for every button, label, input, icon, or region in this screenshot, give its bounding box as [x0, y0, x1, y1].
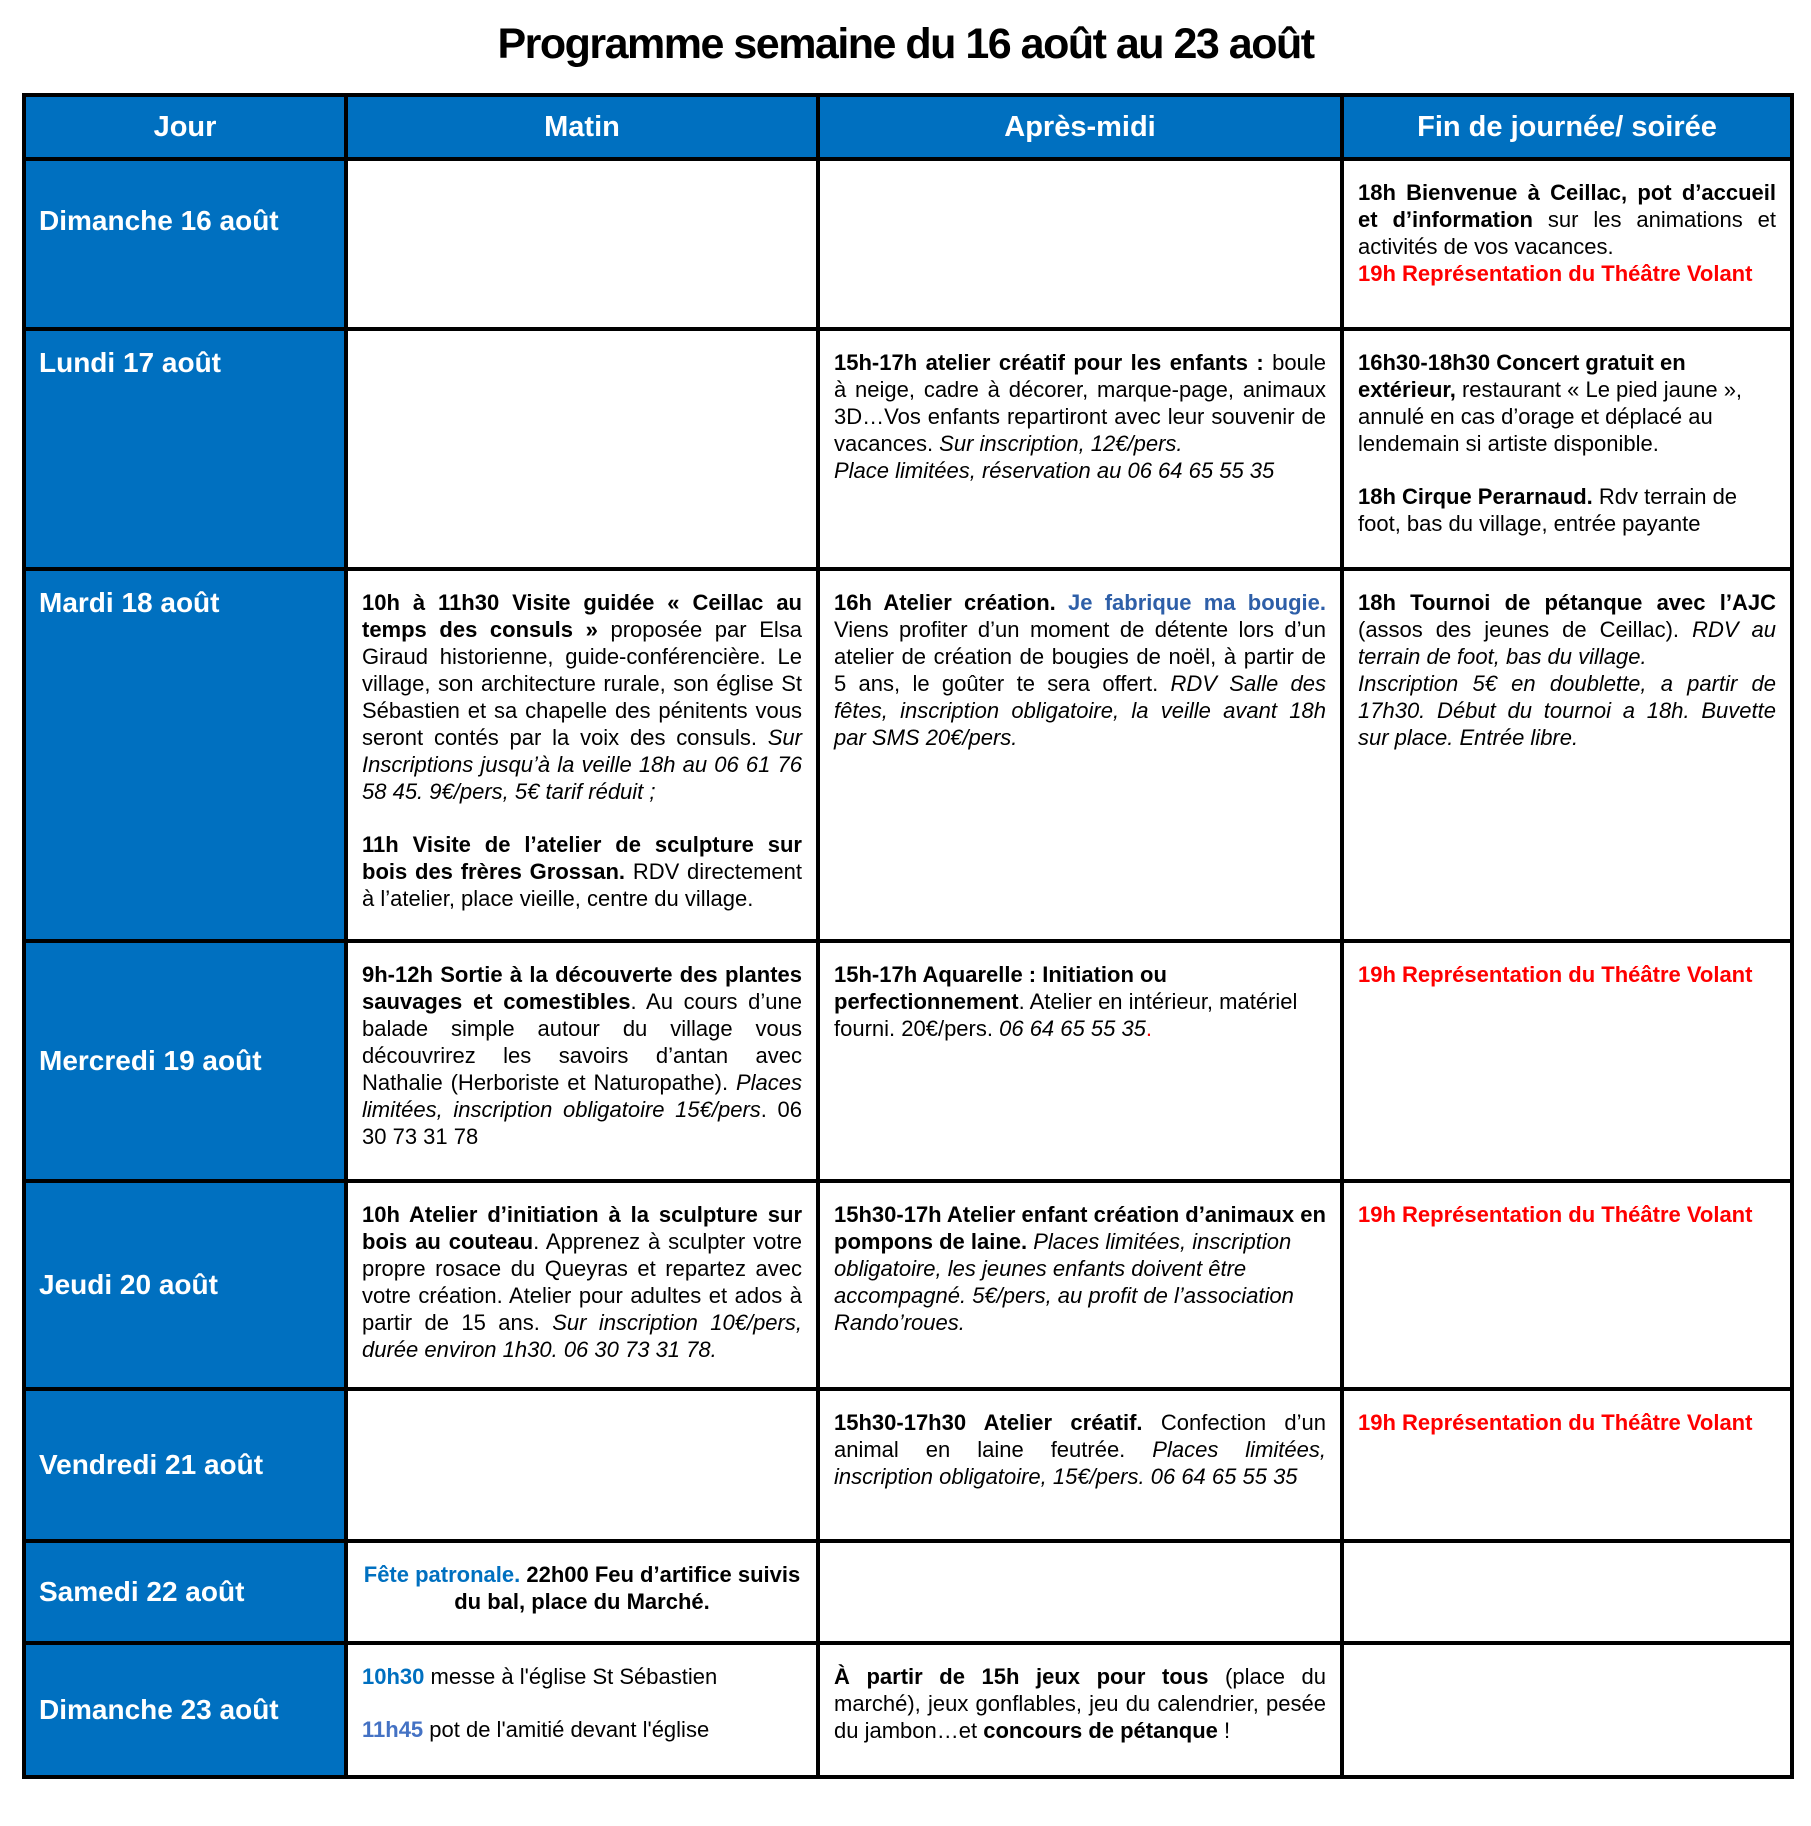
text-run: Places limitées, inscription obligatoire, les jeunes enfants doivent être accompagné. 5€/pers, au profit de l’association Rando’roues.	[834, 1229, 1294, 1335]
apres-midi-cell	[818, 1181, 1342, 1389]
text-run: Sur inscription 10€/pers, durée environ 1h30. 06 30 73 31 78.	[362, 1310, 802, 1362]
day-cell-lundi-17: Lundi 17 août	[24, 329, 346, 569]
row-vendredi-21	[24, 1389, 1792, 1541]
text-run: 18h Tournoi de pétanque avec l’AJC	[1358, 590, 1776, 615]
text-run: RDV au terrain de foot, bas du village.	[1358, 617, 1776, 669]
fin-cell	[1342, 159, 1792, 329]
text-run: concours de pétanque	[983, 1718, 1218, 1743]
text-run: .	[1145, 1016, 1153, 1041]
fin-cell	[1342, 1541, 1792, 1643]
day-cell-jeudi-20: Jeudi 20 août	[24, 1181, 346, 1389]
apres-midi-cell	[818, 941, 1342, 1181]
text-run: 18h Cirque Perarnaud.	[1358, 484, 1599, 509]
column-header-fin-de-journee: Fin de journée/ soirée	[1342, 95, 1792, 159]
matin-cell	[346, 1643, 818, 1777]
text-run: 10h à 11h30 Visite guidée « Ceillac au temps des consuls »	[362, 590, 802, 642]
text-run: . Atelier en intérieur, matériel fourni. 20€/pers.	[834, 989, 1298, 1041]
apres-midi-cell	[818, 1643, 1342, 1777]
text-run: 18h Bienvenue à Ceillac, pot d’accueil et d’information	[1358, 180, 1776, 232]
matin-cell	[346, 1541, 818, 1643]
matin-cell	[346, 1181, 818, 1389]
text-run: 19h Représentation du Théâtre Volant	[1358, 1202, 1753, 1227]
text-run: Fête patronale.	[363, 1562, 527, 1587]
text-run: 19h Représentation du Théâtre Volant	[1358, 1410, 1753, 1435]
row-jeudi-20	[24, 1181, 1792, 1389]
text-run: 19h Représentation du Théâtre Volant	[1358, 261, 1753, 286]
text-run: !	[1217, 1718, 1231, 1743]
apres-midi-cell	[818, 1541, 1342, 1643]
day-cell-mercredi-19: Mercredi 19 août	[24, 941, 346, 1181]
apres-midi-cell	[818, 159, 1342, 329]
day-cell-samedi-22: Samedi 22 août	[24, 1541, 346, 1643]
text-run: Inscription 5€ en doublette, a partir de 17h30. Début du tournoi a 18h. Buvette sur place. Entrée libre.	[1358, 671, 1776, 750]
text-run: sur les animations et activités de vos vacances.	[1358, 207, 1776, 259]
text-run: (place du marché), jeux gonflables, jeu du calendrier, pesée du jambon…et	[834, 1664, 1326, 1743]
column-header-matin: Matin	[346, 95, 818, 159]
text-run: RDV Salle des fêtes, inscription obligatoire, la veille avant 18h par SMS 20€/pers.	[834, 671, 1326, 750]
row-lundi-17	[24, 329, 1792, 569]
text-run: pot de l'amitié devant l'église	[429, 1717, 710, 1742]
text-run: boule à neige, cadre à décorer, marque-page, animaux 3D…Vos enfants repartiront avec leur souvenir de vacances.	[834, 350, 1326, 456]
text-run: (assos des jeunes de Ceillac).	[1358, 617, 1693, 642]
text-run: Confection d’un animal en laine feutrée.	[834, 1410, 1326, 1462]
text-run: . 06 30 73 31 78	[362, 1097, 802, 1149]
text-run: Sur Inscriptions jusqu’à la veille 18h au 06 61 76 58 45. 9€/pers, 5€ tarif réduit ;	[362, 725, 802, 804]
header-row	[24, 95, 1792, 159]
apres-midi-cell	[818, 329, 1342, 569]
text-run: restaurant « Le pied jaune », annulé en cas d’orage et déplacé au lendemain si artiste disponible.	[1358, 377, 1743, 456]
column-header-apres-midi: Après-midi	[818, 95, 1342, 159]
page-title: Programme semaine du 16 août au 23 août	[497, 20, 1314, 68]
text-run: 16h Atelier création.	[834, 590, 1068, 615]
text-run: . Apprenez à sculpter votre propre rosace du Queyras et repartez avec votre création. Atelier pour adultes et ados à partir de 15 ans.	[362, 1229, 802, 1335]
day-cell-mardi-18: Mardi 18 août	[24, 569, 346, 941]
text-run: 9h-12h Sortie à la découverte des plantes sauvages et comestibles	[362, 962, 802, 1014]
day-cell-dimanche-23: Dimanche 23 août	[24, 1643, 346, 1777]
programme-table	[22, 93, 1794, 1779]
apres-midi-cell	[818, 1389, 1342, 1541]
text-run: Viens profiter d’un moment de détente lors d’un atelier de création de bougies de noël, à partir de 5 ans, le goûter te sera offert.	[834, 617, 1326, 696]
text-run: proposée par Elsa Giraud historienne, guide-conférencière. Le village, son architecture rurale, son église St Sébastien et sa chapelle des pénitents vous seront contés par la voix des consuls.	[362, 617, 802, 750]
text-run: 16h30-18h30 Concert gratuit en extérieur,	[1358, 350, 1686, 402]
text-run: 15h30-17h Atelier enfant création d’animaux en pompons de laine.	[834, 1202, 1326, 1254]
text-run: 15h-17h atelier créatif pour les enfants :	[834, 350, 1273, 375]
day-cell-dimanche-16: Dimanche 16 août	[24, 159, 346, 329]
column-header-jour: Jour	[24, 95, 346, 159]
text-run: 11h45	[362, 1717, 430, 1742]
row-mardi-18	[24, 569, 1792, 941]
text-run: 15h-17h Aquarelle : Initiation ou perfectionnement	[834, 962, 1167, 1014]
text-run: Places limitées, inscription obligatoire, 15€/pers. 06 64 65 55 35	[834, 1437, 1326, 1489]
fin-cell	[1342, 1643, 1792, 1777]
text-run: 10h Atelier d’initiation à la sculpture sur bois au couteau	[362, 1202, 802, 1254]
row-mercredi-19	[24, 941, 1792, 1181]
matin-cell	[346, 329, 818, 569]
fin-cell	[1342, 569, 1792, 941]
text-run: 11h Visite de l’atelier de sculpture sur bois des frères Grossan.	[362, 832, 802, 884]
text-run: 06 64 65 55 35	[999, 1016, 1146, 1041]
row-dimanche-16	[24, 159, 1792, 329]
matin-cell	[346, 941, 818, 1181]
row-dimanche-23	[24, 1643, 1792, 1777]
text-run: Place limitées, réservation au 06 64 65 55 35	[834, 458, 1275, 483]
text-run: 10h30	[362, 1664, 431, 1689]
fin-cell	[1342, 941, 1792, 1181]
text-run: Rdv terrain de foot, bas du village, entrée payante	[1358, 484, 1738, 536]
day-cell-vendredi-21: Vendredi 21 août	[24, 1389, 346, 1541]
text-run: messe à l'église St Sébastien	[430, 1664, 718, 1689]
row-samedi-22	[24, 1541, 1792, 1643]
text-run: Je fabrique ma bougie.	[1068, 590, 1326, 615]
text-run: 22h00 Feu d’artifice suivis du bal, place du Marché.	[454, 1562, 801, 1614]
fin-cell	[1342, 329, 1792, 569]
matin-cell	[346, 569, 818, 941]
text-run: À partir de 15h jeux pour tous	[834, 1664, 1226, 1689]
text-run: Sur inscription, 12€/pers.	[939, 431, 1183, 456]
apres-midi-cell	[818, 569, 1342, 941]
matin-cell	[346, 159, 818, 329]
matin-cell	[346, 1389, 818, 1541]
fin-cell	[1342, 1181, 1792, 1389]
text-run: . Au cours d’une balade simple autour du village vous découvrirez les savoirs d’antan avec Nathalie (Herboriste et Naturopathe).	[362, 989, 802, 1095]
text-run: 15h30-17h30 Atelier créatif.	[834, 1410, 1161, 1435]
text-run: 19h Représentation du Théâtre Volant	[1358, 962, 1753, 987]
text-run: Places limitées, inscription obligatoire 15€/pers	[362, 1070, 802, 1122]
fin-cell	[1342, 1389, 1792, 1541]
text-run: RDV directement à l’atelier, place vieille, centre du village.	[362, 859, 802, 911]
